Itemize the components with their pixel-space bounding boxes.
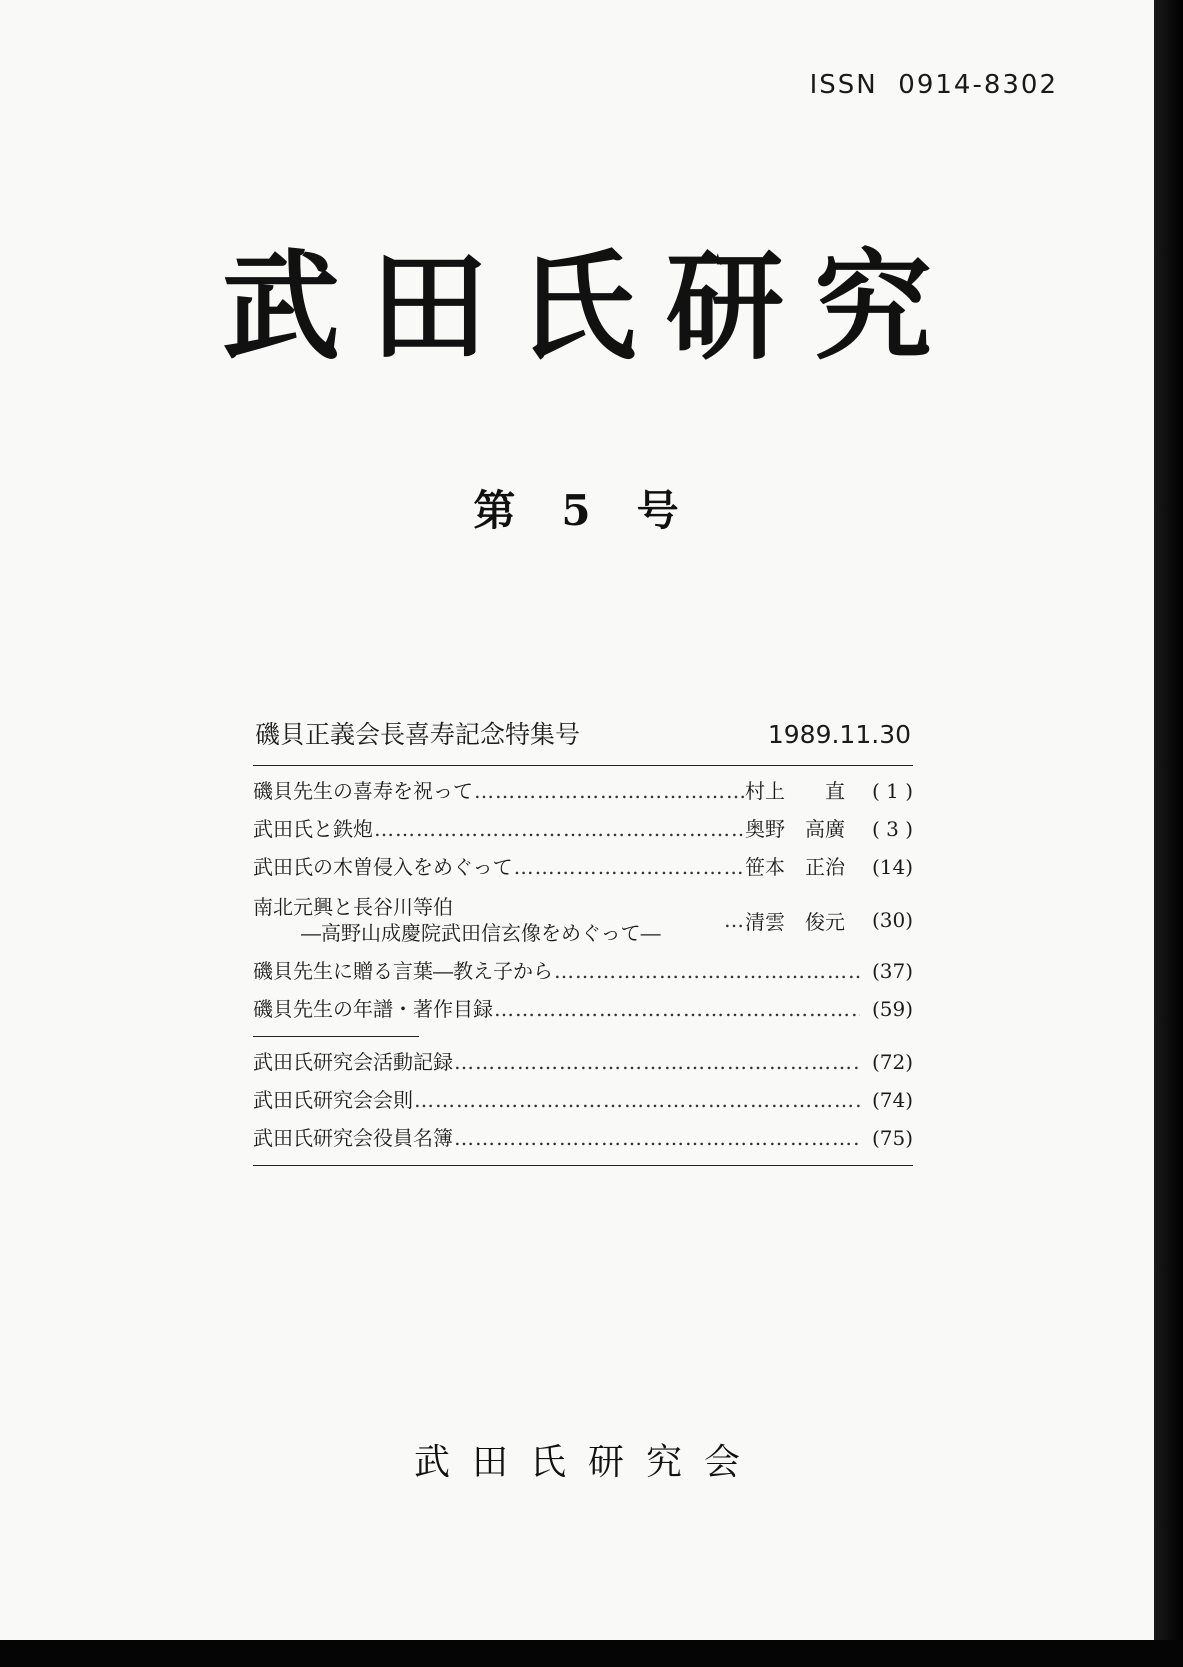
toc-entry-page: (37) — [871, 959, 913, 983]
toc-entry — [253, 1051, 913, 1073]
toc-entry-page: ( 3 ) — [871, 817, 913, 841]
toc-entry-title: 武田氏研究会役員名簿 — [253, 1126, 453, 1150]
dot-leader — [454, 1051, 860, 1073]
toc-entry-title: 磯貝先生の喜寿を祝って — [253, 779, 473, 803]
special-issue-header — [253, 715, 913, 766]
scan-edge-right — [1154, 0, 1183, 1667]
issn-number: ISSN 0914-8302 — [809, 70, 1058, 100]
dot-leader — [554, 960, 860, 982]
dot-leader — [474, 780, 744, 802]
dot-leader — [494, 998, 860, 1020]
toc-appendix-list — [253, 1051, 913, 1149]
toc-entry-title-block — [253, 894, 724, 946]
toc-entry-title: 南北元興と長谷川等伯 — [253, 895, 453, 919]
toc-entry — [253, 1127, 913, 1149]
toc-entry-title: 武田氏と鉄炮 — [253, 817, 373, 841]
special-issue-title: 磯貝正義会長喜寿記念特集号 — [255, 720, 581, 749]
toc-entry — [253, 1089, 913, 1111]
toc-entry — [253, 894, 913, 946]
toc-entry-title: 武田氏の木曽侵入をめぐって — [253, 855, 513, 879]
toc-entry — [253, 856, 913, 878]
toc-entry-author: 村上 直 — [745, 779, 845, 803]
scan-edge-bottom — [0, 1640, 1183, 1667]
toc-entry-author: 清雲 俊元 — [745, 909, 845, 934]
toc-entry-page: (30) — [871, 908, 913, 932]
table-of-contents — [253, 715, 913, 1166]
toc-entry-title: 磯貝先生の年譜・著作目録 — [253, 997, 493, 1021]
journal-title: 武田氏研究 — [221, 237, 962, 376]
toc-entry — [253, 780, 913, 802]
toc-entry-title: 武田氏研究会活動記録 — [253, 1050, 453, 1074]
section-divider — [253, 1036, 419, 1037]
dot-leader — [454, 1127, 860, 1149]
toc-entry-page: (14) — [871, 855, 913, 879]
toc-entry-title: 武田氏研究会会則 — [253, 1088, 413, 1112]
dot-leader — [374, 818, 744, 840]
toc-entry-page: (72) — [871, 1050, 913, 1074]
toc-entry-page: ( 1 ) — [871, 779, 913, 803]
dot-leader — [414, 1089, 860, 1111]
toc-entry — [253, 960, 913, 982]
issue-number: 第 5 号 — [473, 486, 681, 535]
dot-leader — [514, 856, 744, 878]
toc-entry-author: 奥野 高廣 — [745, 817, 845, 841]
publication-date: 1989.11.30 — [767, 720, 911, 749]
toc-entry-title: 磯貝先生に贈る言葉―教え子から — [253, 959, 553, 983]
toc-entry-page: (59) — [871, 997, 913, 1021]
dot-leader: … — [724, 908, 745, 932]
toc-entry — [253, 998, 913, 1020]
bottom-rule — [253, 1165, 913, 1166]
toc-entry — [253, 818, 913, 840]
toc-entry-subtitle: ―高野山成慶院武田信玄像をめぐって― — [301, 921, 661, 945]
toc-main-list — [253, 766, 913, 1020]
toc-entry-page: (75) — [871, 1126, 913, 1150]
publisher-name: 武田氏研究会 — [413, 1442, 762, 1483]
toc-entry-author: 笹本 正治 — [745, 855, 845, 879]
toc-entry-page: (74) — [871, 1088, 913, 1112]
